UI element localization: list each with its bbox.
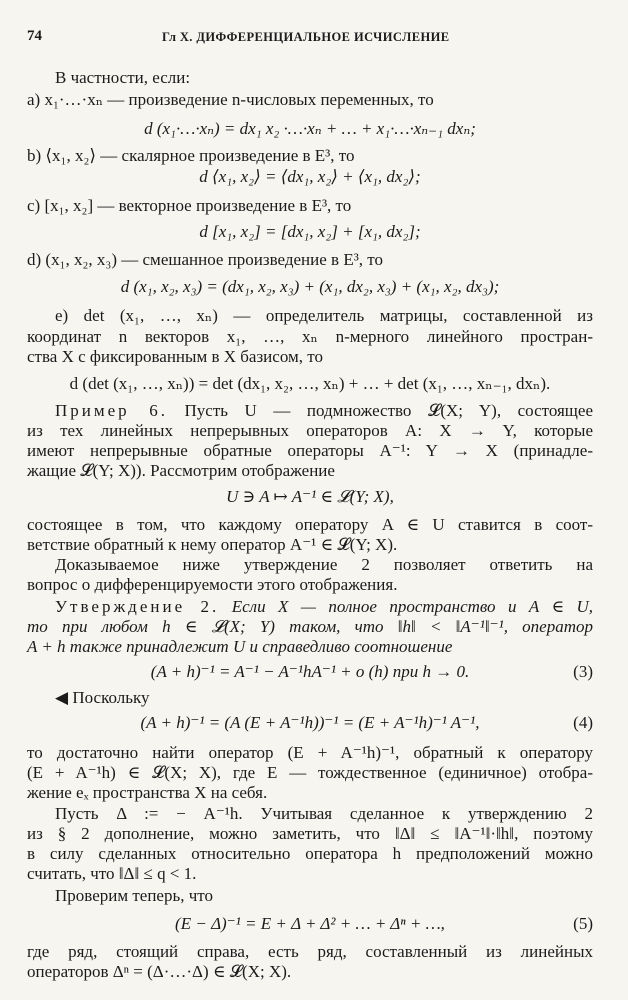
text-line: где ряд, стоящий справа, есть ряд, составленный из линейных bbox=[27, 942, 593, 961]
text-line: ветствие обратный к нему оператор A⁻¹ ∈ 𝓛(Y; X). bbox=[27, 535, 398, 554]
text-line: имеют непрерывные обратные операторы A⁻¹: Y → X (принадле- bbox=[27, 441, 593, 460]
formula-line: d [x₁, x₂] = [dx₁, x₂] + [x₁, dx₂]; bbox=[199, 222, 421, 241]
text-line: Пусть Δ := − A⁻¹h. Учитывая сделанное к утверждению 2 bbox=[55, 804, 593, 823]
text-line: вопрос о дифференцируемости этого отображения. bbox=[27, 575, 398, 594]
example-text: Пусть U — подмножество 𝓛(X; Y), состоящее bbox=[167, 401, 593, 420]
equation-number: (3) bbox=[573, 662, 593, 681]
text-line: Доказываемое ниже утверждение 2 позволяет ответить на bbox=[55, 555, 593, 574]
text-line: c) [x₁, x₂] — векторное произведение в E³, то bbox=[27, 196, 352, 215]
text-line: из § 2 дополнение, можно заметить, что ‖Δ‖ ≤ ‖A⁻¹‖·‖h‖, поэтому bbox=[27, 824, 593, 843]
text-line: Проверим теперь, что bbox=[55, 886, 213, 905]
text-line: в силу сделанных относительно оператора h предположений можно bbox=[27, 844, 593, 863]
example-heading-line bbox=[55, 401, 593, 421]
running-head: Гл X. ДИФФЕРЕНЦИАЛЬНОЕ ИСЧИСЛЕНИЕ bbox=[162, 30, 450, 44]
text-line: координат n векторов x₁, …, xₙ n-мерного линейного простран- bbox=[27, 327, 593, 346]
text-line: (E + A⁻¹h) ∈ 𝓛(X; X), где E — тождественное (единичное) отобра- bbox=[27, 763, 593, 782]
text-line: A + h также принадлежит U и справедливо соотношение bbox=[27, 637, 453, 656]
text-line: жение eₓ пространства X на себя. bbox=[27, 783, 268, 802]
statement-heading-line bbox=[55, 597, 593, 617]
formula-line: d (x₁·…·xₙ) = dx₁ x₂ ·…·xₙ + … + x₁·…·xₙ₋₁ dxₙ; bbox=[144, 119, 476, 138]
formula-line: U ∋ A ↦ A⁻¹ ∈ 𝓛(Y; X), bbox=[226, 487, 394, 506]
equation-body: (E − Δ)⁻¹ = E + Δ + Δ² + … + Δⁿ + …, bbox=[175, 914, 445, 933]
text-line: то при любом h ∈ 𝓛(X; Y) таком, что ‖h‖ < ‖A⁻¹‖⁻¹, оператор bbox=[27, 617, 593, 636]
equation-number: (4) bbox=[573, 713, 593, 732]
text-line: d) (x₁, x₂, x₃) — смешанное произведение в E³, то bbox=[27, 250, 384, 269]
formula-line: d ⟨x₁, x₂⟩ = ⟨dx₁, x₂⟩ + ⟨x₁, dx₂⟩; bbox=[199, 167, 421, 186]
text-line: жащие 𝓛(Y; X)). Рассмотрим отображение bbox=[27, 461, 335, 480]
example-label: Пример 6. bbox=[55, 401, 168, 420]
text-line: а) x₁·…·xₙ — произведение n-числовых переменных, то bbox=[27, 90, 434, 109]
page-number: 74 bbox=[27, 28, 42, 44]
text-line: b) ⟨x₁, x₂⟩ — скалярное произведение в E³, то bbox=[27, 146, 355, 165]
text-line: состоящее в том, что каждому оператору A ∈ U ставится в соот- bbox=[27, 515, 593, 534]
formula-line: d (det (x₁, …, xₙ)) = det (dx₁, x₂, …, xₙ) + … + det (x₁, …, xₙ₋₁, dxₙ). bbox=[69, 374, 551, 393]
formula-line: d (x₁, x₂, x₃) = (dx₁, x₂, x₃) + (x₁, dx₂, x₃) + (x₁, x₂, dx₃); bbox=[120, 277, 500, 296]
statement-label: Утверждение 2. bbox=[55, 597, 220, 616]
text-line: считать, что ‖Δ‖ ≤ q < 1. bbox=[27, 864, 197, 883]
text-line: ◀ Поскольку bbox=[55, 688, 150, 707]
equation-body: (A + h)⁻¹ = A⁻¹ − A⁻¹hA⁻¹ + o (h) при h → 0. bbox=[150, 662, 470, 681]
text-line: из тех линейных непрерывных операторов A: X → Y, которые bbox=[27, 421, 593, 440]
text-line: В частности, если: bbox=[55, 68, 191, 87]
text-line: то достаточно найти оператор (E + A⁻¹h)⁻¹, обратный к оператору bbox=[27, 743, 593, 762]
text-line: е) det (x₁, …, xₙ) — определитель матрицы, составленной из bbox=[55, 306, 593, 325]
page-header bbox=[27, 28, 602, 50]
text-line: операторов Δⁿ = (Δ·…·Δ) ∈ 𝓛(X; X). bbox=[27, 962, 292, 981]
statement-text: Если X — полное пространство и A ∈ U, bbox=[219, 597, 593, 616]
equation-number: (5) bbox=[573, 914, 593, 933]
equation-body: (A + h)⁻¹ = (A (E + A⁻¹h))⁻¹ = (E + A⁻¹h)⁻¹ A⁻¹, bbox=[140, 713, 480, 732]
text-line: ства X с фиксированным в X базисом, то bbox=[27, 347, 323, 366]
